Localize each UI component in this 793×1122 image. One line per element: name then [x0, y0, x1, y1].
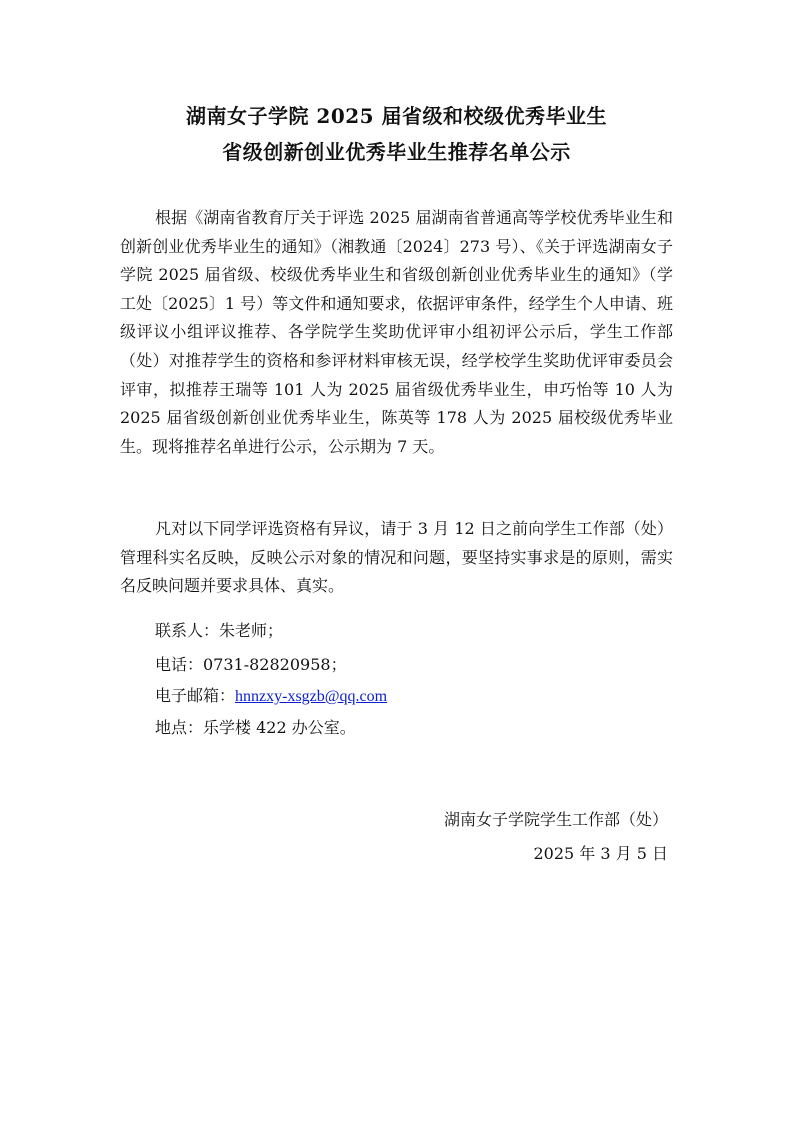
notice-paragraph-2: 凡对以下同学评选资格有异议，请于 3 月 12 日之前向学生工作部（处）管理科实名反映，反映公示对象的情况和问题，要坚持实事求是的原则，需实名反映问题并要求具体、真实。 — [120, 519, 673, 596]
document-title-line-1: 湖南女子学院 2025 届省级和校级优秀毕业生 — [185, 104, 608, 128]
contact-phone: 电话：0731-82820958； — [155, 655, 347, 674]
contact-location: 地点：乐学楼 422 办公室。 — [155, 718, 356, 737]
contact-email-link[interactable]: hnnzxy-xsgzb@qq.com — [235, 688, 388, 705]
contact-email-line — [155, 682, 387, 711]
contact-email-label: 电子邮箱： — [155, 686, 236, 705]
signature-organization: 湖南女子学院学生工作部（处） — [443, 810, 668, 829]
notice-paragraph-1: 根据《湖南省教育厅关于评选 2025 届湖南省普通高等学校优秀毕业生和创新创业优秀毕业生的通知》（湘教通〔2024〕273 号）、《关于评选湖南女子学院 2025 届省级、校级优秀毕业生和省级创新创业优秀毕业生的通知》（学工处〔2025〕1 号）等文件和通知要求，依据评审条件，经学生个人申请、班级评议小组评议推荐、各学院学生奖助优评审小组初评公示后，学生工作部（处）对推荐学生的资格和参评材料审核无误，经学校学生奖助优评审委员会评审，拟推荐王瑞等 101 人为 2025 届省级优秀毕业生，申巧怡等 10 人为 2025 届省级创新创业优秀毕业生，陈英等 178 人为 2025 届校级优秀毕业生。现将推荐名单进行公示，公示期为 7 天。 — [120, 208, 673, 456]
contact-person: 联系人：朱老师； — [155, 621, 284, 640]
document-title-line-2: 省级创新创业优秀毕业生推荐名单公示 — [222, 140, 571, 164]
signature-date: 2025 年 3 月 5 日 — [533, 844, 668, 863]
